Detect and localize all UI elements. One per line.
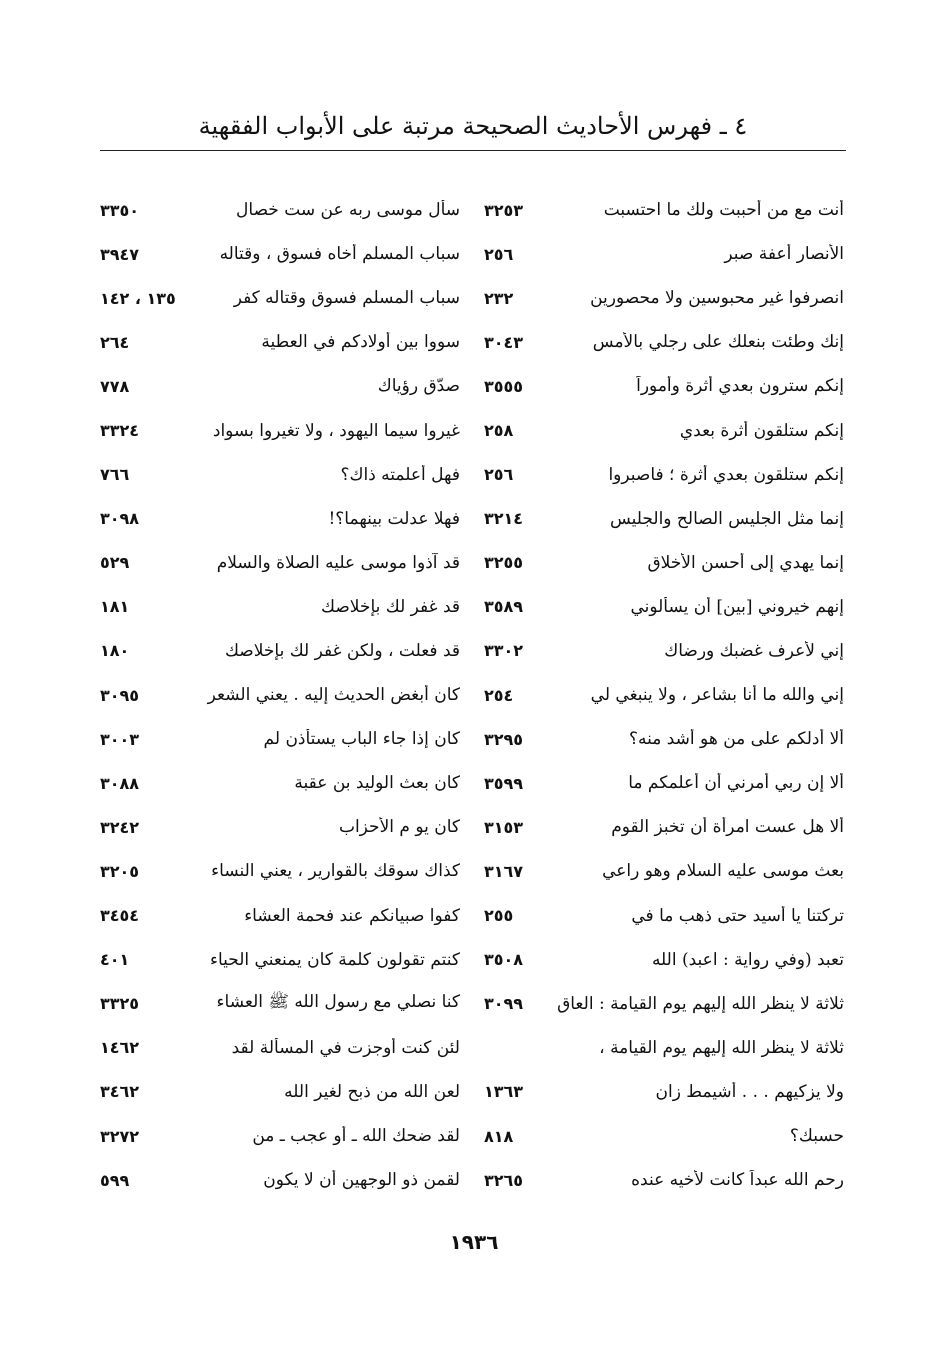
index-entry: [100, 453, 460, 497]
hadith-incipit: قد آذوا موسى عليه الصلاة والسلام: [216, 552, 460, 573]
index-entry: [100, 717, 460, 761]
hadith-incipit: كان يو م الأحزاب: [338, 817, 460, 838]
hadith-incipit: الأنصار أعفة صبر: [724, 244, 844, 265]
hadith-incipit: غيروا سيما اليهود ، ولا تغيروا بسواد: [212, 420, 460, 441]
index-entry: [484, 364, 844, 408]
hadith-number: ٣٤٦٢: [100, 1082, 140, 1102]
index-entry: [100, 232, 460, 276]
index-entry: [484, 894, 844, 938]
hadith-incipit: بعث موسى عليه السلام وهو راعي: [602, 861, 844, 882]
index-entry: [100, 1070, 460, 1114]
hadith-incipit: كان أبغض الحديث إليه . يعني الشعر: [207, 685, 460, 706]
index-entry: [484, 717, 844, 761]
hadith-incipit: قد فعلت ، ولكن غفر لك بإخلاصك: [224, 640, 460, 661]
hadith-number: ٣٢٤٢: [100, 817, 140, 837]
index-entry: [484, 453, 844, 497]
index-entry: [484, 541, 844, 585]
hadith-number: ١٣٦٣: [484, 1082, 524, 1102]
hadith-number: ٣٠٩٥: [100, 685, 140, 705]
hadith-incipit: إنهم خيروني [بين] أن يسألوني: [630, 596, 844, 617]
hadith-number: ٧٧٨: [100, 376, 130, 396]
index-entry: [100, 805, 460, 849]
index-entry: [484, 805, 844, 849]
index-entry: [484, 673, 844, 717]
hadith-incipit: إنكم سترون بعدي أثرة وأموراً: [636, 376, 844, 397]
hadith-number: ٣٣٢٥: [100, 994, 140, 1014]
hadith-number: ٥٢٩: [100, 553, 130, 573]
index-entry: [100, 982, 460, 1026]
hadith-number: ٣٢٠٥: [100, 861, 140, 881]
hadith-incipit: ألا هل عست امرأة أن تخبز القوم: [611, 817, 844, 838]
index-entry: [100, 364, 460, 408]
index-entry: [484, 276, 844, 320]
index-entry: [100, 276, 460, 320]
hadith-number: ٧٦٦: [100, 465, 130, 485]
index-entry: [100, 1114, 460, 1158]
hadith-incipit: ألا إن ربي أمرني أن أعلمكم ما: [628, 773, 844, 794]
index-entry: [484, 585, 844, 629]
hadith-number: ٨١٨: [484, 1126, 514, 1146]
index-entry: [100, 320, 460, 364]
index-entry: [484, 1070, 844, 1114]
hadith-incipit: كان بعث الوليد بن عقبة: [294, 773, 460, 794]
index-entry: [484, 761, 844, 805]
hadith-incipit: لقمن ذو الوجهين أن لا يكون: [263, 1170, 460, 1191]
hadith-number: ٣٢٥٥: [484, 553, 524, 573]
hadith-number: ١٣٥ ، ١٤٢: [100, 288, 176, 308]
index-entry: [484, 849, 844, 893]
hadith-number: ٢٥٥: [484, 906, 514, 926]
index-entry: [100, 629, 460, 673]
index-entry: [484, 982, 844, 1026]
hadith-incipit: ثلاثة لا ينظر الله إليهم يوم القيامة ،: [599, 1037, 844, 1058]
hadith-incipit: تركتنا يا أسيد حتى ذهب ما في: [631, 905, 844, 926]
page-number: ١٩٣٦: [449, 1230, 499, 1254]
hadith-number: ٣٠٩٩: [484, 994, 524, 1014]
index-entry: [100, 585, 460, 629]
hadith-incipit: كفوا صبيانكم عند فحمة العشاء: [244, 905, 460, 926]
index-entry: [100, 938, 460, 982]
hadith-incipit: فهلا عدلت بينهما؟!: [328, 508, 460, 529]
hadith-number: ٣١٦٧: [484, 861, 524, 881]
hadith-number: ١٨٠: [100, 641, 130, 661]
index-entry: [100, 894, 460, 938]
hadith-incipit: فهل أعلمته ذاك؟: [340, 464, 460, 485]
index-entry: [484, 629, 844, 673]
hadith-incipit: سأل موسى ربه عن ست خصال: [236, 200, 460, 221]
hadith-incipit: إنكم ستلقون بعدي أثرة ؛ فاصبروا: [608, 464, 844, 485]
hadith-number: ٣٠٠٣: [100, 729, 140, 749]
index-entry: [100, 188, 460, 232]
hadith-incipit: كان إذا جاء الباب يستأذن لم: [263, 729, 460, 750]
hadith-incipit: إني والله ما أنا بشاعر ، ولا ينبغي لي: [590, 685, 844, 706]
hadith-incipit: إنكم ستلقون أثرة بعدي: [679, 420, 844, 441]
hadith-incipit: رحم الله عبداً كانت لأخيه عنده: [631, 1170, 844, 1191]
hadith-incipit: ثلاثة لا ينظر الله إليهم يوم القيامة : العاق: [557, 993, 844, 1014]
hadith-incipit: لعن الله من ذبح لغير الله: [284, 1081, 460, 1102]
hadith-number: ٢٥٦: [484, 244, 514, 264]
hadith-incipit: لئن كنت أوجزت في المسألة لقد: [231, 1037, 460, 1058]
hadith-number: ٣٢٦٥: [484, 1170, 524, 1190]
index-entry: [484, 1026, 844, 1070]
hadith-incipit: إنك وطئت بنعلك على رجلي بالأمس: [592, 332, 844, 353]
hadith-number: ٢٣٢: [484, 288, 514, 308]
hadith-incipit: كنتم تقولون كلمة كان يمنعني الحياء: [209, 949, 460, 970]
hadith-number: ٥٩٩: [100, 1170, 130, 1190]
hadith-number: ٣٩٤٧: [100, 244, 140, 264]
hadith-number: ٣٣٢٤: [100, 421, 140, 441]
index-entry: [100, 1026, 460, 1070]
index-entry: [100, 761, 460, 805]
index-column-right: [484, 188, 844, 1202]
hadith-incipit: صدّق رؤياك: [377, 376, 460, 397]
hadith-number: ٣٠٤٣: [484, 332, 524, 352]
index-entry: [484, 408, 844, 452]
hadith-number: ٣٣٠٢: [484, 641, 524, 661]
hadith-number: ٣٣٥٠: [100, 200, 140, 220]
hadith-incipit: قد غفر لك بإخلاصك: [321, 596, 460, 617]
index-entry: [100, 1158, 460, 1202]
hadith-incipit: كذاك سوقك بالقوارير ، يعني النساء: [211, 861, 460, 882]
hadith-number: ٣٥٠٨: [484, 950, 524, 970]
header-divider: [100, 150, 846, 151]
hadith-number: ٣٠٩٨: [100, 509, 140, 529]
hadith-incipit: سباب المسلم أخاه فسوق ، وقتاله: [219, 244, 460, 265]
hadith-number: ٢٥٨: [484, 421, 514, 441]
hadith-incipit: سباب المسلم فسوق وقتاله كفر: [233, 288, 460, 309]
index-entry: [100, 673, 460, 717]
page-header-title: ٤ ـ فهرس الأحاديث الصحيحة مرتبة على الأبواب الفقهية: [198, 112, 748, 140]
hadith-number: ٢٦٤: [100, 332, 130, 352]
hadith-incipit: إني لأعرف غضبك ورضاك: [664, 640, 844, 661]
index-entry: [484, 497, 844, 541]
hadith-incipit: انصرفوا غير محبوسين ولا محصورين: [590, 288, 844, 309]
index-entry: [484, 232, 844, 276]
hadith-incipit: أنت مع من أحببت ولك ما احتسبت: [603, 200, 844, 221]
index-entry: [100, 408, 460, 452]
hadith-number: ٢٥٦: [484, 465, 514, 485]
index-entry: [100, 849, 460, 893]
hadith-incipit: حسبك؟: [789, 1126, 844, 1147]
hadith-incipit: تعبد (وفي رواية : اعبد) الله: [651, 949, 844, 970]
hadith-incipit: كنا نصلي مع رسول الله ﷺ العشاء: [216, 992, 460, 1013]
index-entry: [484, 188, 844, 232]
hadith-number: ٣٢٧٢: [100, 1126, 140, 1146]
hadith-number: ٤٠١: [100, 950, 130, 970]
hadith-incipit: إنما يهدي إلى أحسن الأخلاق: [647, 552, 844, 573]
hadith-incipit: إنما مثل الجليس الصالح والجليس: [610, 508, 844, 529]
index-entry: [484, 1114, 844, 1158]
hadith-number: ٣١٥٣: [484, 817, 524, 837]
index-entry: [100, 497, 460, 541]
hadith-number: ٣٥٩٩: [484, 773, 524, 793]
index-entry: [484, 938, 844, 982]
index-entry: [484, 1158, 844, 1202]
hadith-incipit: ألا أدلكم على من هو أشد منه؟: [628, 729, 844, 750]
index-column-left: [100, 188, 460, 1202]
hadith-number: ٣٢١٤: [484, 509, 524, 529]
hadith-number: ١٨١: [100, 597, 130, 617]
hadith-number: ٣٢٥٣: [484, 200, 524, 220]
hadith-incipit: سووا بين أولادكم في العطية: [261, 332, 460, 353]
hadith-number: ١٤٦٢: [100, 1038, 140, 1058]
hadith-number: ٣٤٥٤: [100, 906, 140, 926]
index-entry: [100, 541, 460, 585]
hadith-number: ٣٥٨٩: [484, 597, 524, 617]
hadith-number: ٢٥٤: [484, 685, 514, 705]
hadith-incipit: لقد ضحك الله ـ أو عجب ـ من: [252, 1126, 460, 1147]
hadith-number: ٣٠٨٨: [100, 773, 140, 793]
hadith-incipit: ولا يزكيهم . . . أشيمط زان: [655, 1081, 844, 1102]
index-entry: [484, 320, 844, 364]
hadith-number: ٣٢٩٥: [484, 729, 524, 749]
hadith-number: ٣٥٥٥: [484, 376, 524, 396]
